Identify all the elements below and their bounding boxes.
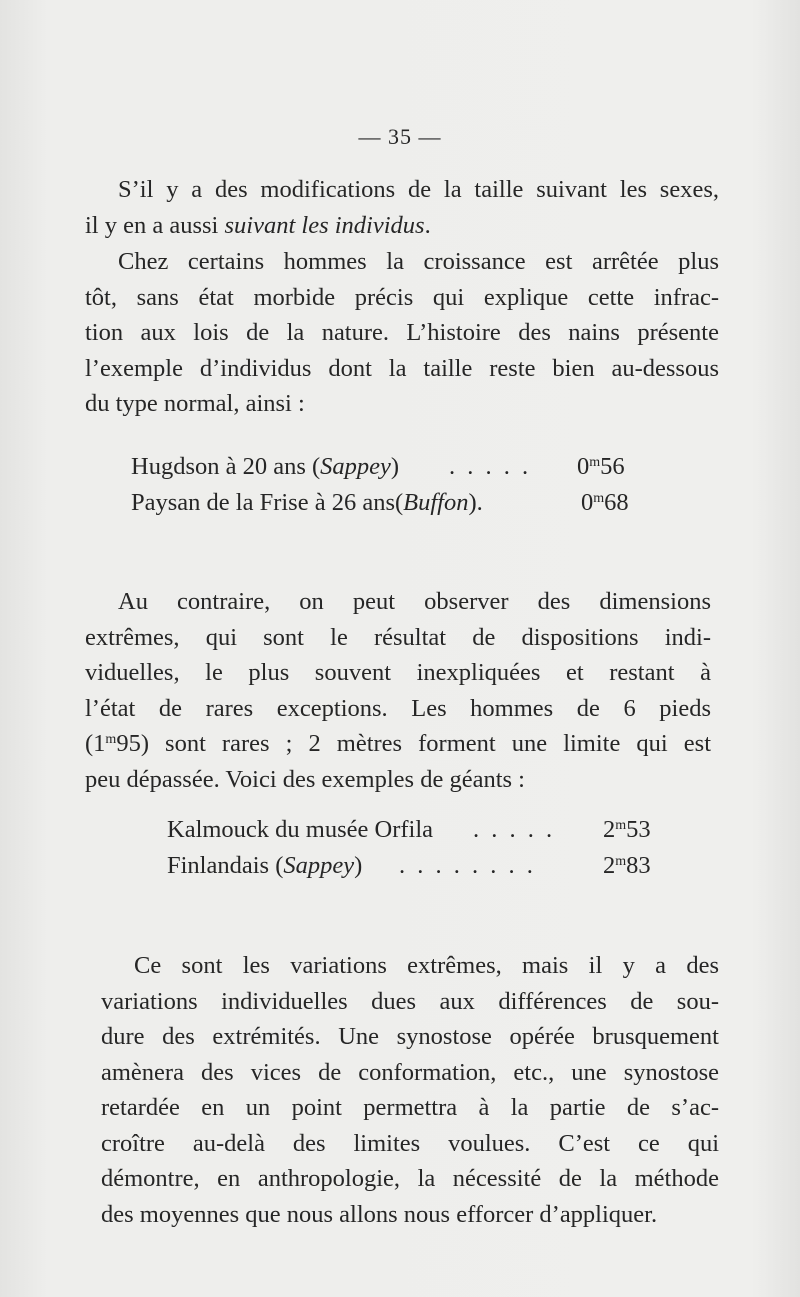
text-line: amènera des vices de conformation, etc., une synostose bbox=[101, 1058, 719, 1086]
dwarf-table bbox=[131, 449, 691, 520]
text-line: viduelles, le plus souvent inexpliquées et restant à bbox=[85, 659, 711, 686]
paragraph-dwarfs bbox=[85, 244, 719, 422]
text-line: croître au-delà des limites voulues. C’est ce qui bbox=[101, 1129, 719, 1157]
row-value: 2$^m$53 bbox=[603, 816, 651, 843]
row-value: 0$^m$56 bbox=[577, 453, 625, 480]
text-line: tôt, sans état morbide précis qui explique cette infrac- bbox=[85, 283, 719, 311]
text-line: l’exemple d’individus dont la taille reste bien au-dessous bbox=[85, 354, 719, 382]
paragraph-conclusion bbox=[101, 948, 719, 1232]
leader-dots: . . . . . . . . bbox=[399, 851, 536, 879]
row-name: Finlandais (Sappey) bbox=[167, 851, 363, 879]
text-line: des moyennes que nous allons nous efforcer d’appliquer. bbox=[101, 1200, 658, 1228]
table-row bbox=[167, 812, 687, 848]
text-line: peu dépassée. Voici des exemples de géants : bbox=[85, 765, 525, 793]
text-line: démontre, en anthropologie, la nécessité de la méthode bbox=[101, 1165, 719, 1192]
row-name: Kalmouck du musée Orfila bbox=[167, 816, 434, 843]
text-line: Chez certains hommes la croissance est arrêtée plus bbox=[118, 248, 719, 275]
text-line: retardée en un point permettra à la partie de s’ac- bbox=[101, 1094, 719, 1121]
emphasis-individus: suivant les individus bbox=[224, 211, 425, 239]
leader-dots: . . . . . bbox=[473, 816, 556, 843]
text-line: extrêmes, qui sont le résultat de dispositions indi- bbox=[85, 623, 711, 651]
leader-dots: . . . . . bbox=[449, 453, 532, 480]
page-number: — 35 — bbox=[358, 124, 442, 149]
text-line: Au contraire, on peut observer des dimensions bbox=[118, 588, 711, 615]
text-line: S’il y a des modifications de la taille suivant les sexes, bbox=[118, 176, 719, 203]
text-line: il y en a aussi suivant les individus. bbox=[85, 211, 431, 239]
text-line: Ce sont les variations extrêmes, mais il y a des bbox=[134, 952, 719, 979]
text-line: l’état de rares exceptions. Les hommes de 6 pieds bbox=[85, 694, 711, 722]
text-line: dure des extrémités. Une synostose opérée brusquement bbox=[101, 1023, 719, 1050]
row-value: 0$^m$68 bbox=[581, 488, 629, 516]
table-row bbox=[167, 848, 687, 884]
giant-table bbox=[167, 812, 687, 883]
row-name: Hugdson à 20 ans (Sappey) bbox=[131, 453, 400, 480]
table-row bbox=[131, 449, 691, 485]
row-name: Paysan de la Frise à 26 ans(Buffon). bbox=[131, 488, 483, 516]
paragraph-sex-variation bbox=[85, 172, 719, 243]
text-line: variations individuelles dues aux différences de sou- bbox=[101, 987, 719, 1015]
text-line: du type normal, ainsi : bbox=[85, 390, 305, 417]
text-line: (1$^m$95) sont rares ; 2 mètres forment une limite qui est bbox=[85, 730, 711, 757]
row-value: 2$^m$83 bbox=[603, 851, 651, 879]
paragraph-giants bbox=[85, 584, 711, 797]
table-row bbox=[131, 485, 691, 521]
text-line: tion aux lois de la nature. L’histoire des nains présente bbox=[85, 319, 719, 346]
